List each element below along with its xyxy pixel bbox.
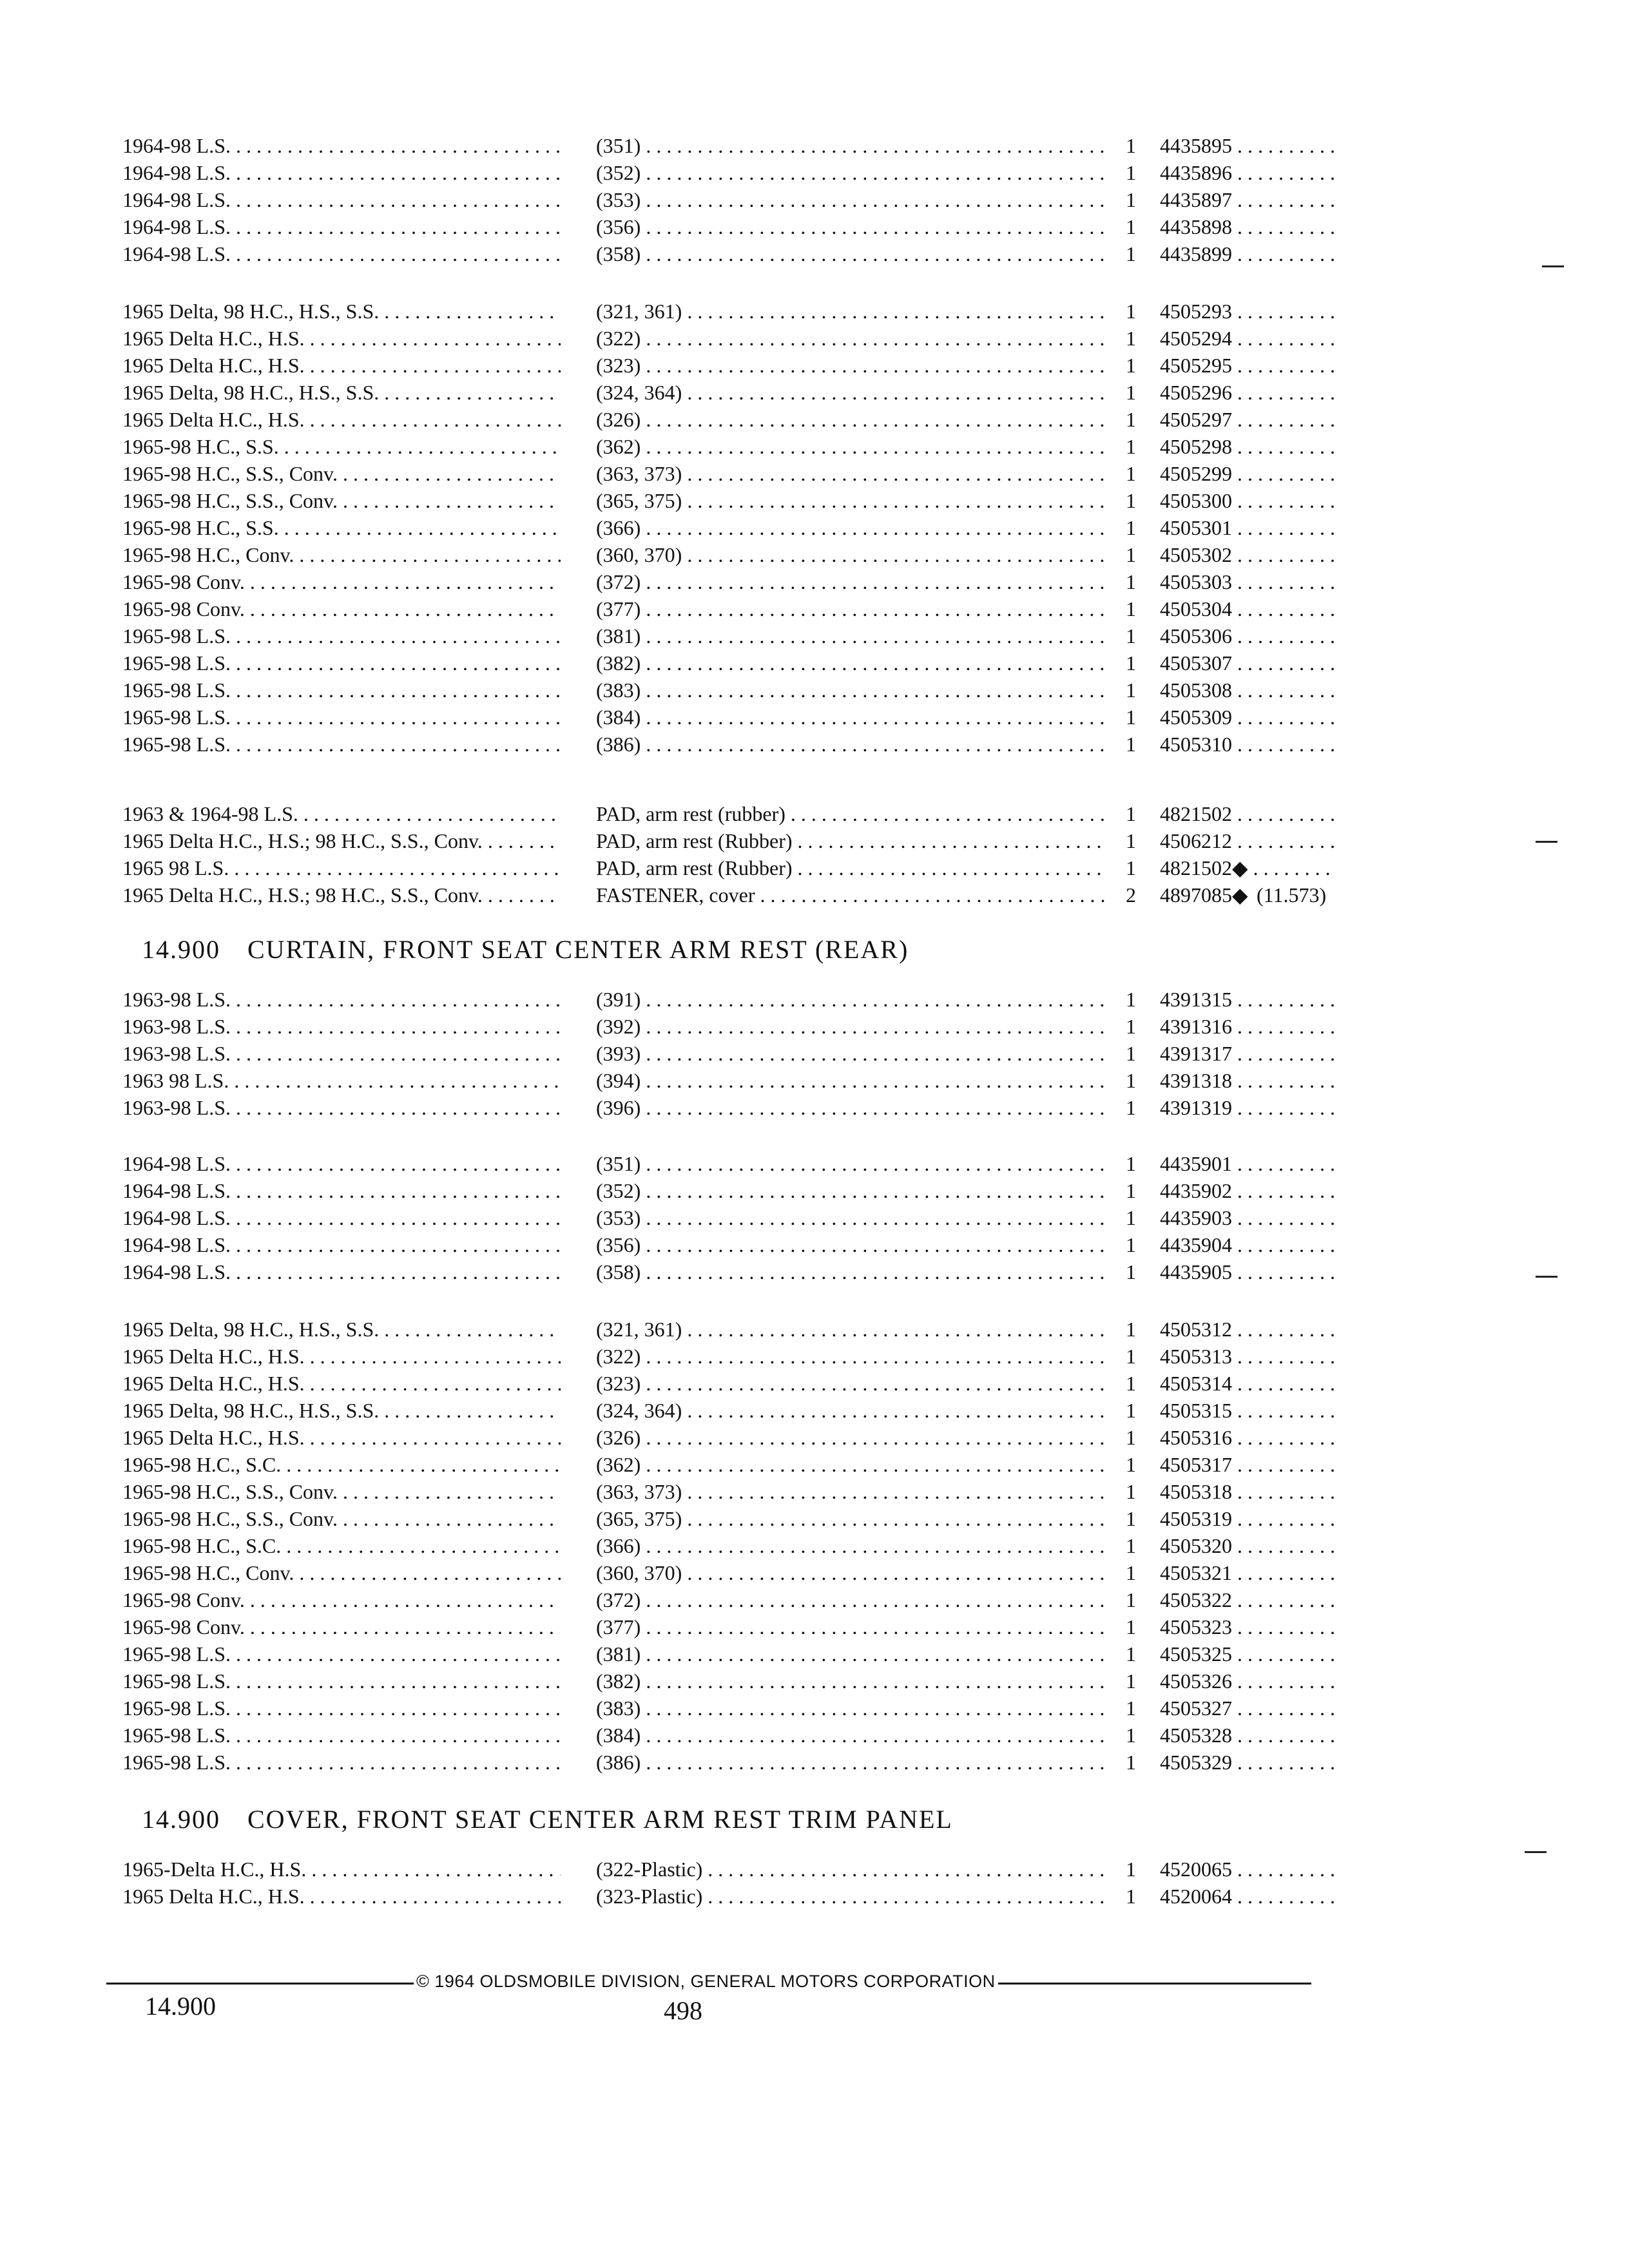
parts-row [122, 1749, 1334, 1776]
part-number-cell: 4505310 . . . [1160, 731, 1334, 758]
quantity-cell: 1 [1126, 1642, 1136, 1666]
part-number-cell: 4505322 . . . [1160, 1586, 1334, 1613]
quantity-cell: 1 [1126, 1260, 1136, 1283]
parts-row [122, 800, 1334, 827]
description-cell: (360, 370) . . . [596, 1559, 1105, 1586]
quantity-cell: 1 [1126, 1696, 1136, 1720]
quantity-cell: 1 [1126, 651, 1136, 675]
model-cell: 1964-98 L.S. . . . [122, 132, 561, 159]
parts-row [122, 325, 1334, 352]
description-cell: (358) . . . [596, 1258, 1105, 1285]
model-cell: 1965 Delta H.C., H.S. . . . [122, 1343, 561, 1370]
parts-group [122, 132, 1334, 267]
description-cell: (392) . . . [596, 1013, 1105, 1040]
part-number-cell: 4505323 . . . [1160, 1613, 1334, 1640]
part-number-cell: 4505293 . . . [1160, 298, 1334, 325]
model-cell: 1965 Delta H.C., H.S. . . . [122, 1370, 561, 1397]
parts-row [122, 240, 1334, 267]
model-cell: 1965-98 L.S. . . . [122, 677, 561, 704]
parts-row [122, 487, 1334, 514]
part-number-cell: 4505307 . . . [1160, 649, 1334, 677]
quantity-cell: 1 [1126, 1858, 1136, 1881]
model-cell: 1965-98 H.C., S.C. . . . [122, 1451, 561, 1478]
description-cell: (383) . . . [596, 1695, 1105, 1722]
quantity-cell: 1 [1126, 988, 1136, 1011]
quantity-cell: 1 [1126, 516, 1136, 539]
cross-reference: (11.573) [1250, 881, 1326, 908]
description-cell: (351) . . . [596, 132, 1105, 159]
quantity-cell: 1 [1126, 1069, 1136, 1092]
description-cell: (362) . . . [596, 433, 1105, 460]
model-cell: 1965-98 H.C., Conv. . . . [122, 541, 561, 568]
description-cell: (365, 375) . . . [596, 487, 1105, 514]
section-title: COVER, FRONT SEAT CENTER ARM REST TRIM PANEL [247, 1805, 953, 1834]
description-cell: (377) . . . [596, 1613, 1105, 1640]
description-cell: (351) . . . [596, 1150, 1105, 1177]
part-number-cell: 4505295 . . . [1160, 352, 1334, 379]
quantity-cell: 1 [1126, 706, 1136, 729]
model-cell: 1965-98 L.S. . . . [122, 704, 561, 731]
part-number-cell: 4505294 . . . [1160, 325, 1334, 352]
description-cell: (384) . . . [596, 1722, 1105, 1749]
parts-row [122, 704, 1334, 731]
parts-row [122, 1667, 1334, 1695]
parts-row [122, 186, 1334, 213]
part-number-cell: 4435899 . . . [1160, 240, 1334, 267]
description-cell: (391) . . . [596, 986, 1105, 1013]
quantity-cell: 1 [1126, 1426, 1136, 1449]
parts-row [122, 514, 1334, 541]
part-number-cell: 4505297 . . . [1160, 406, 1334, 433]
copyright-notice: © 1964 OLDSMOBILE DIVISION, GENERAL MOTORS CORPORATION [414, 1972, 998, 1992]
parts-row [122, 1478, 1334, 1505]
part-number-cell: 4391316 . . . [1160, 1013, 1334, 1040]
quantity-cell: 1 [1126, 1615, 1136, 1639]
parts-row [122, 1424, 1334, 1451]
model-cell: 1965 Delta, 98 H.C., H.S., S.S. . . . [122, 298, 561, 325]
part-number-cell: 4505312 . . . [1160, 1316, 1334, 1343]
description-cell: (362) . . . [596, 1451, 1105, 1478]
description-cell: (324, 364) . . . [596, 379, 1105, 406]
parts-row [122, 1013, 1334, 1040]
parts-group [122, 1856, 1334, 1910]
parts-row [122, 159, 1334, 186]
quantity-cell: 1 [1126, 1534, 1136, 1557]
description-cell: (381) . . . [596, 1640, 1105, 1667]
parts-group [122, 1150, 1334, 1285]
model-cell: 1963-98 L.S. . . . [122, 986, 561, 1013]
parts-group [122, 298, 1334, 758]
part-number-cell: 4520064 . . . [1160, 1883, 1334, 1910]
description-cell: (352) . . . [596, 1177, 1105, 1204]
description-cell: (396) . . . [596, 1094, 1105, 1121]
part-number-cell: 4505303 . . . [1160, 568, 1334, 595]
description-cell: (326) . . . [596, 1424, 1105, 1451]
description-cell: PAD, arm rest (rubber) . . . [596, 800, 1105, 827]
description-cell: (353) . . . [596, 186, 1105, 213]
parts-group [122, 800, 1334, 908]
parts-row [122, 827, 1334, 854]
quantity-cell: 1 [1126, 856, 1136, 879]
part-number-cell: 4505319 . . . [1160, 1505, 1334, 1532]
quantity-cell: 1 [1126, 462, 1136, 485]
section-heading [142, 934, 909, 965]
section-heading [142, 1804, 953, 1834]
quantity-cell: 1 [1126, 1345, 1136, 1368]
quantity-cell: 1 [1126, 1042, 1136, 1065]
parts-row [122, 1505, 1334, 1532]
parts-group [122, 1316, 1334, 1776]
parts-row [122, 433, 1334, 460]
quantity-cell: 2 [1126, 883, 1136, 907]
model-cell: 1965-98 H.C., S.S., Conv. . . . [122, 1478, 561, 1505]
description-cell: (393) . . . [596, 1040, 1105, 1067]
part-number-cell: 4505329 . . . [1160, 1749, 1334, 1776]
description-cell: PAD, arm rest (Rubber) . . . [596, 827, 1105, 854]
model-cell: 1965-98 Conv. . . . [122, 595, 561, 622]
description-cell: (366) . . . [596, 1532, 1105, 1559]
parts-row [122, 1883, 1334, 1910]
model-cell: 1965 Delta H.C., H.S. . . . [122, 406, 561, 433]
model-cell: 1965-98 H.C., S.C. . . . [122, 1532, 561, 1559]
parts-row [122, 854, 1334, 881]
model-cell: 1963-98 L.S. . . . [122, 1040, 561, 1067]
parts-row [122, 1451, 1334, 1478]
part-number-cell: 4520065 . . . [1160, 1856, 1334, 1883]
model-cell: 1963 & 1964-98 L.S. . . . [122, 800, 561, 827]
parts-row [122, 1532, 1334, 1559]
model-cell: 1965-98 L.S. . . . [122, 1667, 561, 1695]
quantity-cell: 1 [1126, 1453, 1136, 1476]
parts-row [122, 1640, 1334, 1667]
quantity-cell: 1 [1126, 1885, 1136, 1908]
footer-section-number: 14.900 [145, 1992, 216, 2021]
quantity-cell: 1 [1126, 543, 1136, 566]
quantity-cell: 1 [1126, 1588, 1136, 1611]
part-number-cell: 4505309 . . . [1160, 704, 1334, 731]
model-cell: 1964-98 L.S. . . . [122, 1204, 561, 1231]
parts-row [122, 1040, 1334, 1067]
section-number: 14.900 [142, 1805, 220, 1834]
model-cell: 1965-98 H.C., S.S., Conv. . . . [122, 460, 561, 487]
part-number-cell: 4505326 . . . [1160, 1667, 1334, 1695]
margin-mark [1536, 841, 1557, 843]
model-cell: 1964-98 L.S. . . . [122, 1150, 561, 1177]
part-number-cell: 4435905 . . . [1160, 1258, 1334, 1285]
quantity-cell: 1 [1126, 802, 1136, 825]
part-number-cell: 4505296 . . . [1160, 379, 1334, 406]
description-cell: (394) . . . [596, 1067, 1105, 1094]
part-number-cell: 4505299 . . . [1160, 460, 1334, 487]
model-cell: 1965 98 L.S. . . . [122, 854, 561, 881]
part-number-cell: 4505306 . . . [1160, 622, 1334, 649]
description-cell: (323) . . . [596, 1370, 1105, 1397]
part-number-cell: 4505315 . . . [1160, 1397, 1334, 1424]
model-cell: 1965 Delta, 98 H.C., H.S., S.S. . . . [122, 1397, 561, 1424]
parts-group [122, 986, 1334, 1121]
description-cell: (322-Plastic) . . . [596, 1856, 1105, 1883]
parts-row [122, 986, 1334, 1013]
part-number-cell: 4435896 . . . [1160, 159, 1334, 186]
parts-row [122, 1258, 1334, 1285]
quantity-cell: 1 [1126, 188, 1136, 211]
description-cell: (326) . . . [596, 406, 1105, 433]
part-number-cell: 4435903 . . . [1160, 1204, 1334, 1231]
model-cell: 1965-98 H.C., S.S., Conv. . . . [122, 487, 561, 514]
quantity-cell: 1 [1126, 215, 1136, 238]
quantity-cell: 1 [1126, 1724, 1136, 1747]
model-cell: 1963-98 L.S. . . . [122, 1013, 561, 1040]
description-cell: (323) . . . [596, 352, 1105, 379]
quantity-cell: 1 [1126, 435, 1136, 458]
description-cell: PAD, arm rest (Rubber) . . . [596, 854, 1105, 881]
quantity-cell: 1 [1126, 1751, 1136, 1774]
parts-row [122, 352, 1334, 379]
description-cell: (360, 370) . . . [596, 541, 1105, 568]
section-title: CURTAIN, FRONT SEAT CENTER ARM REST (REAR) [247, 935, 909, 964]
description-cell: (382) . . . [596, 649, 1105, 677]
part-number-cell: 4435895 . . . [1160, 132, 1334, 159]
parts-row [122, 379, 1334, 406]
parts-row [122, 1586, 1334, 1613]
description-cell: (358) . . . [596, 240, 1105, 267]
page-number: 498 [664, 1996, 702, 2025]
quantity-cell: 1 [1126, 1233, 1136, 1256]
model-cell: 1965-98 Conv. . . . [122, 568, 561, 595]
description-cell: (321, 361) . . . [596, 1316, 1105, 1343]
description-cell: (353) . . . [596, 1204, 1105, 1231]
part-number-cell: 4391317 . . . [1160, 1040, 1334, 1067]
parts-row [122, 731, 1334, 758]
model-cell: 1965-98 L.S. . . . [122, 622, 561, 649]
description-cell: (321, 361) . . . [596, 298, 1105, 325]
parts-row [122, 406, 1334, 433]
part-number-cell: 4505308 . . . [1160, 677, 1334, 704]
parts-row [122, 1856, 1334, 1883]
quantity-cell: 1 [1126, 597, 1136, 620]
model-cell: 1965-98 L.S. . . . [122, 731, 561, 758]
quantity-cell: 1 [1126, 300, 1136, 323]
description-cell: (366) . . . [596, 514, 1105, 541]
parts-row [122, 1397, 1334, 1424]
parts-row [122, 1204, 1334, 1231]
model-cell: 1965-98 L.S. . . . [122, 1722, 561, 1749]
description-cell: (377) . . . [596, 595, 1105, 622]
description-cell: (381) . . . [596, 622, 1105, 649]
model-cell: 1965 Delta, 98 H.C., H.S., S.S. . . . [122, 1316, 561, 1343]
model-cell: 1964-98 L.S. . . . [122, 213, 561, 240]
part-number-cell: 4505301 . . . [1160, 514, 1334, 541]
part-number-cell: 4505298 . . . [1160, 433, 1334, 460]
parts-row [122, 213, 1334, 240]
quantity-cell: 1 [1126, 1318, 1136, 1341]
part-number-cell: 4505300 . . . [1160, 487, 1334, 514]
model-cell: 1965-98 L.S. . . . [122, 1695, 561, 1722]
description-cell: (323-Plastic) . . . [596, 1883, 1105, 1910]
description-cell: (372) . . . [596, 1586, 1105, 1613]
model-cell: 1964-98 L.S. . . . [122, 1258, 561, 1285]
quantity-cell: 1 [1126, 1096, 1136, 1119]
model-cell: 1965-98 H.C., S.S. . . . [122, 514, 561, 541]
parts-row [122, 1559, 1334, 1586]
model-cell: 1965-98 L.S. . . . [122, 649, 561, 677]
quantity-cell: 1 [1126, 733, 1136, 756]
part-number-cell: 4435897 . . . [1160, 186, 1334, 213]
parts-row [122, 677, 1334, 704]
model-cell: 1963-98 L.S. . . . [122, 1094, 561, 1121]
quantity-cell: 1 [1126, 624, 1136, 648]
part-number-cell: 4505318 . . . [1160, 1478, 1334, 1505]
model-cell: 1965-98 Conv. . . . [122, 1586, 561, 1613]
description-cell: (363, 373) . . . [596, 460, 1105, 487]
part-number-cell: 4435901 . . . [1160, 1150, 1334, 1177]
part-number-cell: 4506212 . . . [1160, 827, 1334, 854]
description-cell: (386) . . . [596, 1749, 1105, 1776]
part-number-cell: 4505314 . . . [1160, 1370, 1334, 1397]
model-cell: 1965 Delta H.C., H.S.; 98 H.C., S.S., Conv. . . . [122, 881, 561, 908]
quantity-cell: 1 [1126, 408, 1136, 431]
model-cell: 1965 Delta H.C., H.S.; 98 H.C., S.S., Conv. . . . [122, 827, 561, 854]
quantity-cell: 1 [1126, 678, 1136, 702]
model-cell: 1965-98 L.S. . . . [122, 1749, 561, 1776]
quantity-cell: 1 [1126, 381, 1136, 404]
quantity-cell: 1 [1126, 1206, 1136, 1229]
description-cell: (365, 375) . . . [596, 1505, 1105, 1532]
quantity-cell: 1 [1126, 354, 1136, 377]
model-cell: 1964-98 L.S. . . . [122, 186, 561, 213]
description-cell: (352) . . . [596, 159, 1105, 186]
parts-row [122, 298, 1334, 325]
parts-row [122, 649, 1334, 677]
model-cell: 1965 Delta, 98 H.C., H.S., S.S. . . . [122, 379, 561, 406]
parts-row [122, 622, 1334, 649]
part-number-cell: 4505321 . . . [1160, 1559, 1334, 1586]
part-number-cell: 4821502◆ . . . [1160, 854, 1334, 881]
part-number-cell: 4505320 . . . [1160, 1532, 1334, 1559]
model-cell: 1964-98 L.S. . . . [122, 159, 561, 186]
model-cell: 1964-98 L.S. . . . [122, 1177, 561, 1204]
quantity-cell: 1 [1126, 161, 1136, 184]
part-number-cell: 4505304 . . . [1160, 595, 1334, 622]
part-number-cell: 4505302 . . . [1160, 541, 1334, 568]
parts-row [122, 1150, 1334, 1177]
parts-row [122, 1177, 1334, 1204]
model-cell: 1964-98 L.S. . . . [122, 1231, 561, 1258]
part-number-cell: 4505317 . . . [1160, 1451, 1334, 1478]
model-cell: 1965 Delta H.C., H.S. . . . [122, 1883, 561, 1910]
part-number-cell: 4505327 . . . [1160, 1695, 1334, 1722]
part-number-cell: 4391315 . . . [1160, 986, 1334, 1013]
part-number-cell: 4505313 . . . [1160, 1343, 1334, 1370]
description-cell: (324, 364) . . . [596, 1397, 1105, 1424]
margin-mark [1536, 1276, 1557, 1278]
quantity-cell: 1 [1126, 1480, 1136, 1503]
quantity-cell: 1 [1126, 1669, 1136, 1693]
section-number: 14.900 [142, 935, 220, 964]
model-cell: 1963 98 L.S. . . . [122, 1067, 561, 1094]
description-cell: (363, 373) . . . [596, 1478, 1105, 1505]
model-cell: 1965-Delta H.C., H.S. . . . [122, 1856, 561, 1883]
part-number-cell: 4505325 . . . [1160, 1640, 1334, 1667]
parts-row [122, 595, 1334, 622]
quantity-cell: 1 [1126, 1015, 1136, 1038]
quantity-cell: 1 [1126, 1372, 1136, 1395]
parts-row [122, 1067, 1334, 1094]
description-cell: (372) . . . [596, 568, 1105, 595]
parts-row [122, 541, 1334, 568]
parts-row [122, 568, 1334, 595]
quantity-cell: 1 [1126, 327, 1136, 350]
parts-row [122, 1343, 1334, 1370]
description-cell: (356) . . . [596, 1231, 1105, 1258]
model-cell: 1965 Delta H.C., H.S. . . . [122, 1424, 561, 1451]
quantity-cell: 1 [1126, 1152, 1136, 1175]
parts-row [122, 1231, 1334, 1258]
parts-row [122, 460, 1334, 487]
part-number-cell: 4435902 . . . [1160, 1177, 1334, 1204]
model-cell: 1965-98 H.C., Conv. . . . [122, 1559, 561, 1586]
model-cell: 1965-98 L.S. . . . [122, 1640, 561, 1667]
description-cell: (322) . . . [596, 1343, 1105, 1370]
part-number-cell: 4391318 . . . [1160, 1067, 1334, 1094]
part-number-cell: 4505316 . . . [1160, 1424, 1334, 1451]
parts-row [122, 1094, 1334, 1121]
parts-row [122, 1316, 1334, 1343]
quantity-cell: 1 [1126, 1179, 1136, 1202]
parts-row [122, 1370, 1334, 1397]
model-cell: 1965-98 H.C., S.S. . . . [122, 433, 561, 460]
description-cell: (386) . . . [596, 731, 1105, 758]
description-cell: (382) . . . [596, 1667, 1105, 1695]
parts-row [122, 1695, 1334, 1722]
part-number-cell: 4897085◆ . . . [1160, 881, 1250, 908]
margin-mark [1525, 1851, 1547, 1853]
model-cell: 1965-98 H.C., S.S., Conv. . . . [122, 1505, 561, 1532]
description-cell: (356) . . . [596, 213, 1105, 240]
model-cell: 1965-98 Conv. . . . [122, 1613, 561, 1640]
description-cell: FASTENER, cover . . . [596, 881, 1105, 908]
quantity-cell: 1 [1126, 242, 1136, 265]
description-cell: (322) . . . [596, 325, 1105, 352]
parts-row [122, 132, 1334, 159]
part-number-cell: 4505328 . . . [1160, 1722, 1334, 1749]
part-number-cell: 4435898 . . . [1160, 213, 1334, 240]
quantity-cell: 1 [1126, 829, 1136, 852]
model-cell: 1965 Delta H.C., H.S. . . . [122, 325, 561, 352]
quantity-cell: 1 [1126, 1507, 1136, 1530]
margin-mark [1542, 265, 1564, 267]
quantity-cell: 1 [1126, 489, 1136, 512]
description-cell: (384) . . . [596, 704, 1105, 731]
model-cell: 1964-98 L.S. . . . [122, 240, 561, 267]
parts-row [122, 1722, 1334, 1749]
description-cell: (383) . . . [596, 677, 1105, 704]
quantity-cell: 1 [1126, 1399, 1136, 1422]
part-number-cell: 4821502 . . . [1160, 800, 1334, 827]
part-number-cell: 4391319 . . . [1160, 1094, 1334, 1121]
quantity-cell: 1 [1126, 570, 1136, 593]
parts-row [122, 881, 1334, 908]
quantity-cell: 1 [1126, 134, 1136, 157]
parts-row [122, 1613, 1334, 1640]
quantity-cell: 1 [1126, 1561, 1136, 1584]
part-number-cell: 4435904 . . . [1160, 1231, 1334, 1258]
model-cell: 1965 Delta H.C., H.S. . . . [122, 352, 561, 379]
